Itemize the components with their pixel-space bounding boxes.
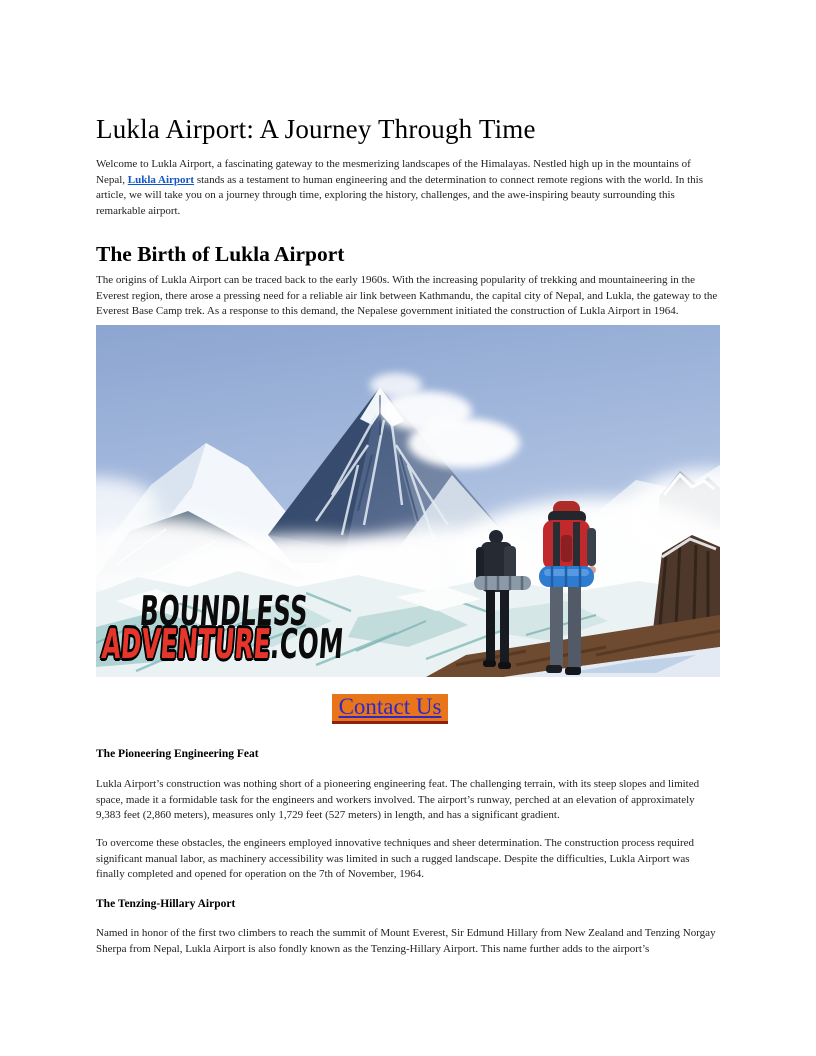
intro-text-after-link: stands as a testament to human engineering and the determination to connect remote regions with the world. In this article, we will take you on a journey through time, exploring the history, challenges, and the awe-inspiring beauty surrounding this remarkable airport. [96,173,704,217]
contact-row [96,694,720,724]
engineering-paragraph-1: Lukla Airport’s construction was nothing short of a pioneering engineering feat. The challenging terrain, with its steep slopes and limited space, made it a formidable task for the engineers and workers involved. The airport’s runway, perched at an elevation of approximately 9,383 feet (2,860 meters), measures only 1,729 feet (527 meters) in length, and has a significant gradient. [96,778,700,822]
page-title: Lukla Airport: A Journey Through Time [96,114,536,145]
lukla-airport-link[interactable]: Lukla Airport [127,173,195,186]
watermark-adventure-com [100,620,345,668]
watermark-com-suffix: .COM [268,620,345,668]
tenzing-paragraph: Named in honor of the first two climbers to reach the summit of Mount Everest, Sir Edmund Hillary from New Zealand and Tenzing Norgay Sherpa from Nepal, Lukla Airport is also fondly known as the Tenzing-Hillary Airport. This name further adds to the airport’s [96,927,716,955]
heading-tenzing-hillary-airport: The Tenzing-Hillary Airport [96,897,236,910]
intro-text-before-link: Welcome to Lukla Airport, a fascinating gateway to the mesmerizing landscapes of the Himalayas. Nestled high up in the mountains of Nepal, [96,158,691,186]
birth-paragraph: The origins of Lukla Airport can be traced back to the early 1960s. With the increasing popularity of trekking and mountaineering in the Everest region, there arose a pressing need for a reliable air link between Kathmandu, the capital city of Nepal, and Lukla, the gateway to the Everest Base Camp trek. As a response to this demand, the Nepalese government initiated the construction of Lukla Airport in 1964. [96,274,718,318]
heading-birth-of-lukla-airport: The Birth of Lukla Airport [96,241,345,266]
hero-image [96,325,720,677]
contact-us-button[interactable]: Contact Us [332,694,449,724]
intro-paragraph [96,157,720,219]
watermark-boundless: BOUNDLESS [138,587,310,635]
heading-pioneering-engineering-feat: The Pioneering Engineering Feat [96,747,259,760]
watermark-adventure-red: ADVENTURE [100,620,273,668]
engineering-paragraph-2: To overcome these obstacles, the engineers employed innovative techniques and sheer determination. The construction process required significant manual labor, as machinery accessibility was limited in such a rugged landscape. Despite the difficulties, Lukla Airport was finally completed and opened for operation on the 7th of November, 1964. [96,837,695,881]
